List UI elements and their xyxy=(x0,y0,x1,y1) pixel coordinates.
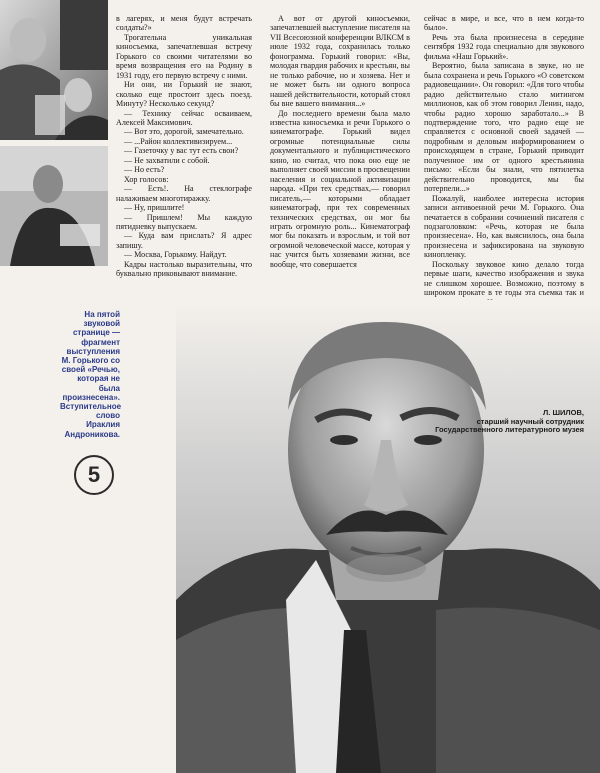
photo-gorky-with-readers xyxy=(0,0,108,140)
paragraph: Речь эта была произнесена в середине сентября 1932 года специально для звукового фильма «Наш Горький». xyxy=(424,32,584,61)
paragraph: — Газеточку у вас тут есть свои? xyxy=(124,146,239,156)
paragraph: сейчас в мире, и все, что в нем когда-то было». xyxy=(424,14,584,33)
paragraph: в лагерях, и меня будут встречать солдаты?» xyxy=(116,14,252,33)
paragraph: До последнего времени была мало известна киносъемка и речи Горького о кинематографе. Горький видел огромные потенциальные силы документального и публицистического кино, но считал, что пока оно еще не выполняет своей миссии в просвещении населения и социальной активизации народа. «При тех средствах,— говорил писатель,— которыми обладает кинематограф, при тех современных технических средствах, он мог бы играть огромную роль... Кинематограф мог бы показать и взрослым, и той вот огромной человеческой массе, которая у нас учится быть хозяевами жизни, все вообще, что совершается xyxy=(270,108,410,269)
photo-caption: На пятой звуковой странице — фрагмент выступления М. Горького со своей «Речью, которая не была произнесена». Вступительное слово Ираклия Андроникова. xyxy=(60,310,122,439)
text-column-3 xyxy=(424,14,584,345)
paragraph: Трогательна уникальная киносъемка, запечатлевшая встречу Горького со своими читателями во время возвращения его на Родину в 1931 году, его первую встречу с ними. xyxy=(116,32,252,80)
paragraph: Ни они, ни Горький не знают, сколько еще простоит здесь поезд. Минуту? Несколько секунд? xyxy=(116,80,252,109)
text-column-2 xyxy=(270,14,410,269)
paragraph: А вот от другой киносъемки, запечатлевшей выступление писателя на VII Всесоюзной конференции ВЛКСМ в июле 1932 года, сохранилась только фонограмма. Горький говорил: «Вы, молодая гвардия рабочих и крестьян, вы не только рабочие, но и хозяева. Нет и не может быть ни одного вопроса нашей действительности, который стоял бы вне вашего внимания...» xyxy=(270,14,410,109)
photo-gorky-seated xyxy=(0,146,108,266)
paragraph: — Куда вам прислать? Я адрес запишу. xyxy=(116,231,252,250)
paragraph: Пожалуй, наиболее интересна история записи антивоенной речи М. Горького. Она печатается в собрании сочинений писателя с подзаголовком: «Речь, которая не была произнесена». Но, как выяснилось, она была произнесена и зафиксирована на звуковую кинопленку. xyxy=(424,193,584,260)
author-title: старший научный сотрудник Государственного литературного музея xyxy=(435,416,584,435)
paragraph: — Вот это, дорогой, замечательно. xyxy=(124,127,244,137)
paragraph: — Пришлем! Мы каждую пятидневку выпускаем. xyxy=(116,212,252,231)
photo-gorky-portrait xyxy=(176,300,600,773)
paragraph: — ...Район коллективизируем... xyxy=(124,136,233,146)
paragraph: Кадры настолько выразительны, что буквально приковывают внимание. xyxy=(116,259,252,279)
author-signature xyxy=(424,409,584,435)
paragraph: — Москва, Горькому. Найдут. xyxy=(124,250,227,260)
photo-main-image xyxy=(176,300,600,773)
text-column-1 xyxy=(116,14,252,279)
paragraph: — Есть!. На стеклографе налаживаем многотиражку. xyxy=(116,184,252,203)
page-number: 5 xyxy=(74,455,114,495)
paragraph: — Технику сейчас осваиваем, Алексей Максимович. xyxy=(116,108,252,127)
paragraph: Хор голосов: xyxy=(124,174,169,184)
photo-mid-image xyxy=(0,146,108,266)
author-name-text: Л. ШИЛОВ, xyxy=(543,408,584,417)
paragraph: — Но есть? xyxy=(124,165,165,175)
paragraph: Вероятно, была записана в звуке, но не была сохранена и речь Горького «О советском радиовещании». Он говорил: «Для того чтобы радио действительно стало митингом миллионов, как об этом говорил Ленин, надо, чтобы радио хорошо заработало...» В подтверждение того, что радио еще не справляется с основной своей задачей — подробным и деловым информированием о происходящем в стране, Горький приводит полученное им от одного крестьянина письмо: «Если бы знали, что пятилетка действительно проводится, мы бы потерпели...» xyxy=(424,61,584,194)
paragraph: Поскольку звуковое кино делало тогда первые шаги, качество изображения и звука не слишком хорошее. Возможно, поэтому в широком прокате в те годы эта съемка так и xyxy=(424,259,584,298)
paragraph: — Не захватили с собой. xyxy=(124,155,210,165)
paragraph: — Ну, пришлите! xyxy=(124,203,185,213)
photo-top-image xyxy=(0,0,108,140)
